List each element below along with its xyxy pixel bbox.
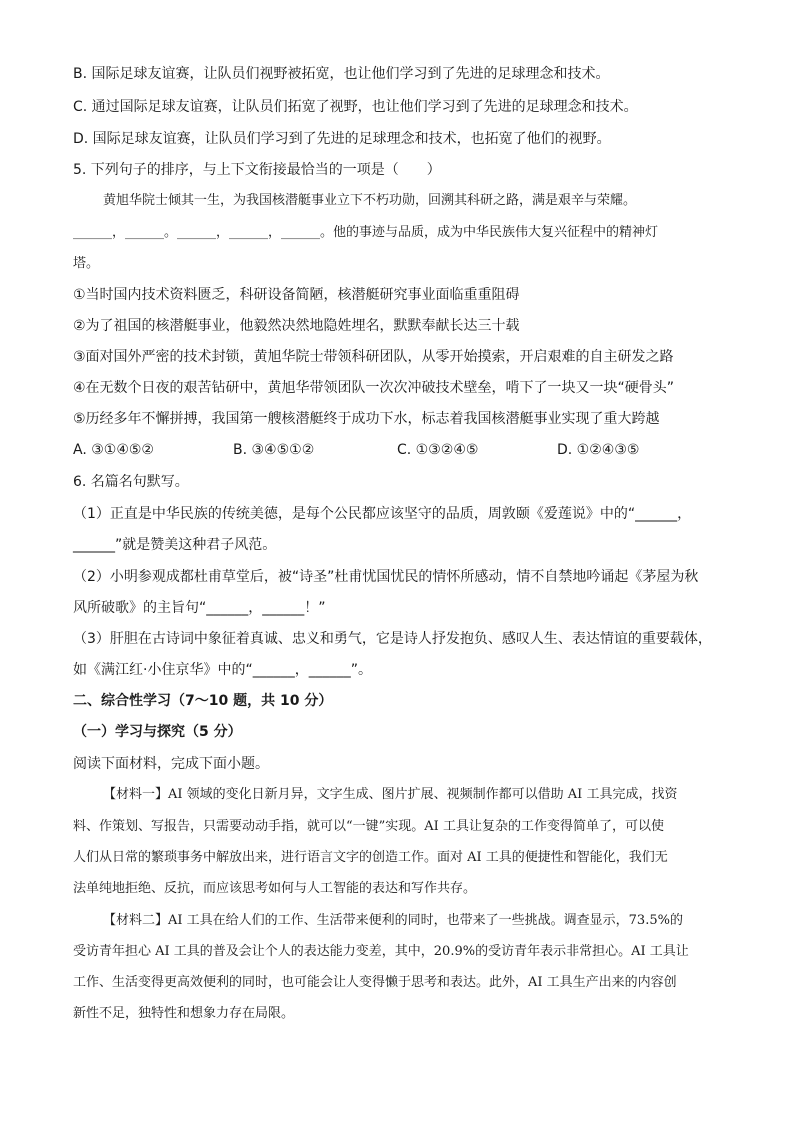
passage-line-1: 黄旭华院士倾其一生，为我国核潜艇事业立下不朽功勋，回溯其科研之路，满是艰辛与荣耀。 [103,193,637,208]
material-1-line-2: 料、作策划、写报告，只需要动动手指，就可以“一键”实现。AI 工具让复杂的工作变得简单了，可以使 [73,819,664,834]
option-b-line: B. 国际足球友谊赛，让队员们视野被拓宽，也让他们学习到了先进的足球理念和技术。 [73,66,610,82]
passage-line-3: 塔。 [73,256,100,271]
material-2-line-4: 新性不足，独特性和想象力存在局限。 [73,1006,295,1021]
q6-part1-line2: ______”就是赞美这种君子风范。 [73,537,277,553]
choice-b: B. ③④⑤①② [233,442,315,458]
material-1-line-3: 人们从日常的繁琐事务中解放出来，进行语言文字的创造工作。面对 AI 工具的便捷性和智能化，我们无 [73,850,668,865]
q6-part2-line1: （2）小明参观成都杜甫草堂后，被“诗圣”杜甫忧国忧民的情怀所感动，情不自禁地吟诵起《茅屋为秋 [73,569,699,585]
option-d-line: D. 国际足球友谊赛，让队员们学习到了先进的足球理念和技术，也拓宽了他们的视野。 [73,131,611,147]
sentence-3: ③面对国外严密的技术封锁，黄旭华院士带领科研团队，从零开始摸索，开启艰难的自主研发之路 [73,349,674,365]
material-1-line-4: 法单纯地拒绝、反抗，而应该思考如何与人工智能的表达和写作共存。 [73,881,477,896]
section-2-heading: 二、综合性学习（7～10 题，共 10 分） [73,693,333,709]
choice-a: A. ③①④⑤② [73,442,154,458]
q6-part2-line2: 风所破歌》的主旨句“______，______！” [73,600,326,616]
subsection-1-heading: （一）学习与探究（5 分） [73,724,242,740]
material-1-line-1: 【材料一】AI 领域的变化日新月异，文字生成、图片扩展、视频制作都可以借助 AI 工具完成，找资 [103,787,678,802]
question-6-stem: 6. 名篇名句默写。 [73,474,189,490]
material-2-line-1: 【材料二】AI 工具在给人们的工作、生活带来便利的同时，也带来了一些挑战。调查显示，73.5%的 [103,913,683,928]
choice-c: C. ①③②④⑤ [397,442,479,458]
sentence-1: ①当时国内技术资料匮乏，科研设备简陋，核潜艇研究事业面临重重阻碍 [73,287,520,303]
option-c-line: C. 通过国际足球友谊赛，让队员们拓宽了视野，也让他们学习到了先进的足球理念和技术。 [73,99,638,115]
q6-part3-line1: （3）肝胆在古诗词中象征着真诚、忠义和勇气，它是诗人抒发抱负、感叹人生、表达情谊的重要载体， [73,631,712,647]
q6-part1-line1: （1）正直是中华民族的传统美德，是每个公民都应该坚守的品质，周敦颐《爱莲说》中的“______， [73,506,692,522]
reading-instruction: 阅读下面材料，完成下面小题。 [73,756,269,772]
passage-line-2: ______，______。______，______，______。他的事迹与品质，成为中华民族伟大复兴征程中的精神灯 [73,225,659,240]
choice-d: D. ①②④③⑤ [557,442,640,458]
sentence-2: ②为了祖国的核潜艇事业，他毅然决然地隐姓埋名，默默奉献长达三十载 [73,318,520,334]
sentence-4: ④在无数个日夜的艰苦钻研中，黄旭华带领团队一次次冲破技术壁垒，啃下了一块又一块“硬骨头” [73,380,675,396]
material-2-line-3: 工作、生活变得更高效便利的同时，也可能会让人变得懒于思考和表达。此外，AI 工具生产出来的内容创 [73,975,677,990]
material-2-line-2: 受访青年担心 AI 工具的普及会让个人的表达能力变差，其中，20.9%的受访青年表示非常担心。AI 工具让 [73,944,689,959]
question-5-stem: 5. 下列句子的排序，与上下文衔接最恰当的一项是（ ） [73,162,441,178]
q6-part3-line2: 如《满江红·小住京华》中的“______，______”。 [73,662,372,678]
sentence-5: ⑤历经多年不懈拼搏，我国第一艘核潜艇终于成功下水，标志着我国核潜艇事业实现了重大跨越 [73,411,660,427]
